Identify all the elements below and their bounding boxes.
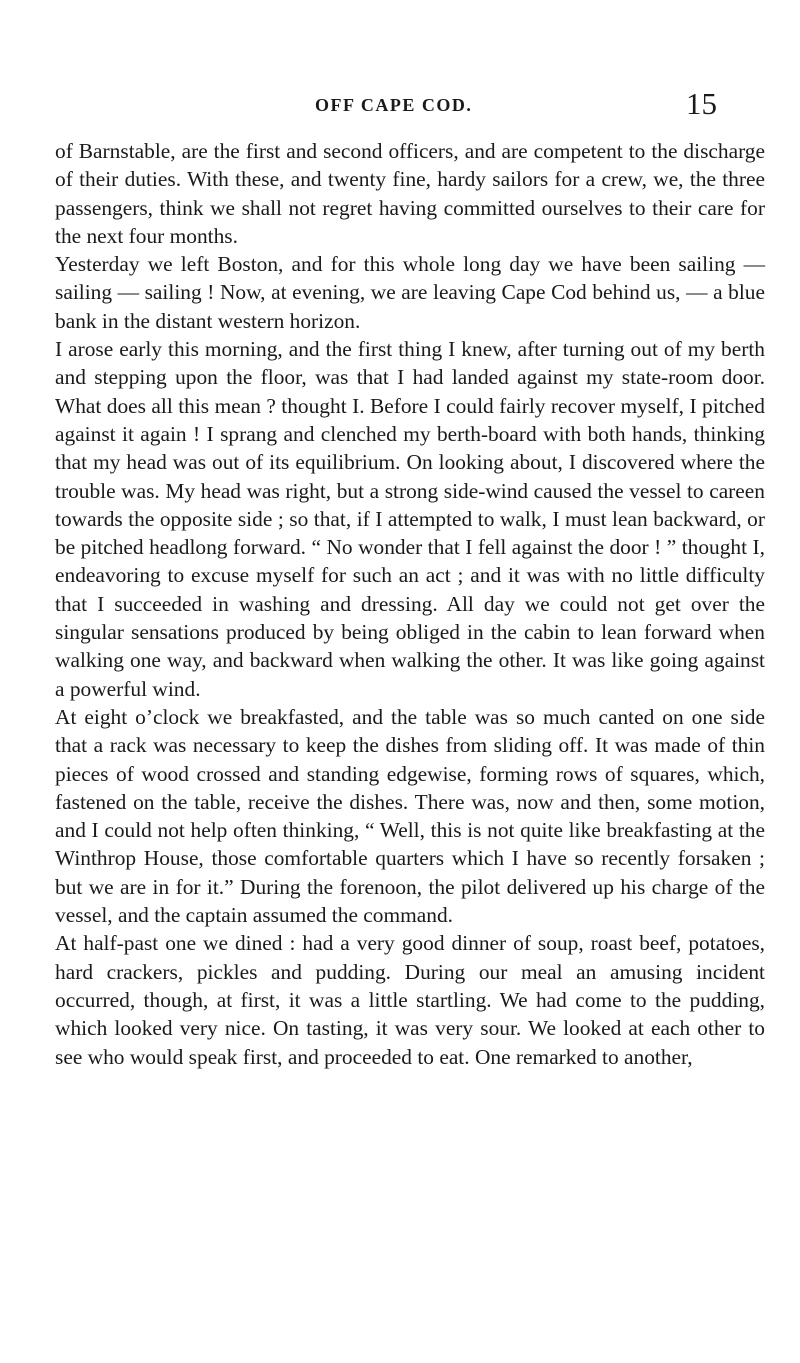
body-text: [55, 137, 765, 1071]
page-number: 15: [686, 86, 717, 121]
page-header: [0, 86, 800, 120]
paragraph-2: Yesterday we left Boston, and for this whole long day we have been sailing — sailing — sailing ! Now, at evening, we are leaving Cape Cod behind us, — a blue bank in the distant western horizon.: [55, 252, 765, 333]
paragraph-3: I arose early this morning, and the first thing I knew, after turning out of my berth and stepping upon the floor, was that I had landed against my state-room door. What does all this mean ? thought I. Before I could fairly recover myself, I pitched against it again ! I sprang and clenched my berth-board with both hands, thinking that my head was out of its equilibrium. On looking about, I discovered where the trouble was. My head was right, but a strong side-wind caused the vessel to careen towards the opposite side ; so that, if I attempted to walk, I must lean backward, or be pitched headlong forward. “ No wonder that I fell against the door ! ” thought I, endeavoring to excuse myself for such an act ; and it was with no little difficulty that I succeeded in washing and dressing. All day we could not get over the singular sensations produced by being obliged in the cabin to lean forward when walking one way, and backward when walking the other. It was like going against a powerful wind.: [55, 337, 765, 701]
running-head: OFF CAPE COD.: [315, 95, 473, 115]
paragraph-4: At eight o’clock we breakfasted, and the table was so much canted on one side that a rack was necessary to keep the dishes from sliding off. It was made of thin pieces of wood crossed and standing edgewise, forming rows of squares, which, fastened on the table, receive the dishes. There was, now and then, some motion, and I could not help often thinking, “ Well, this is not quite like breakfasting at the Winthrop House, those comfortable quarters which I have so recently forsaken ; but we are in for it.” During the forenoon, the pilot delivered up his charge of the vessel, and the captain assumed the command.: [55, 704, 765, 928]
paragraph-5: At half-past one we dined : had a very good dinner of soup, roast beef, potatoes, hard crackers, pickles and pudding. During our meal an amusing incident occurred, though, at first, it was a little startling. We had come to the pudding, which looked very nice. On tasting, it was very sour. We looked at each other to see who would speak first, and proceeded to eat. One remarked to another,: [55, 931, 765, 1069]
paragraph-1: of Barnstable, are the first and second officers, and are competent to the discharge of their duties. With these, and twenty fine, hardy sailors for a crew, we, the three passengers, think we shall not regret having committed ourselves to their care for the next four months.: [55, 139, 765, 248]
